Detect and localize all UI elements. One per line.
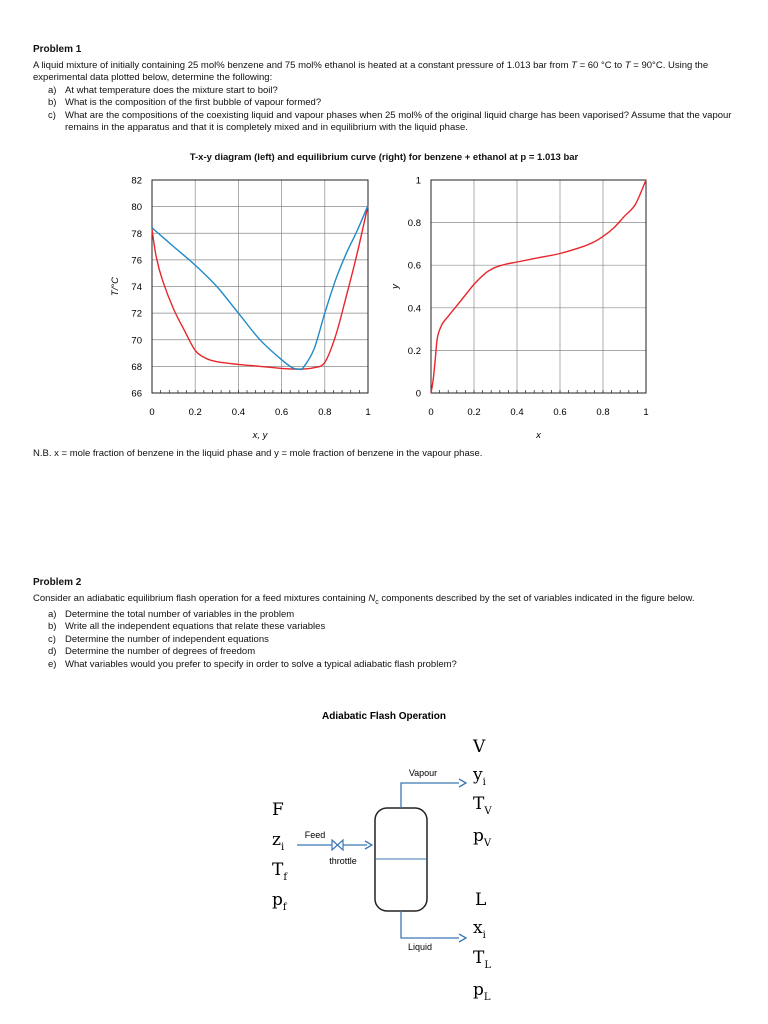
y-tick-label: 0.6 [407, 260, 421, 272]
series-line [152, 205, 368, 369]
problem2-question-a [48, 608, 743, 622]
x-tick-label: 0.6 [553, 407, 567, 418]
y-tick-label: 76 [131, 255, 142, 267]
x-tick-label: 0.4 [510, 407, 524, 418]
x-axis-label: x [536, 430, 541, 441]
throttle-label: throttle [329, 856, 357, 866]
problem1-intro-t1: T [571, 59, 577, 71]
problem1-intro [33, 60, 743, 85]
problem2-question-d [48, 646, 743, 659]
problem2-intro-n: N [368, 592, 376, 604]
feed-variables [272, 800, 288, 913]
problem2-intro-b: components described by the set of variables indicated in the figure below. [378, 592, 695, 604]
x-tick-label: 0.2 [467, 407, 481, 418]
question-text: At what temperature does the mixture start to boil? [65, 84, 278, 96]
plot-frame [431, 180, 646, 393]
problem1-title: Problem 1 [33, 44, 82, 55]
problem1-question-b [48, 97, 743, 110]
y-tick-label: 0.4 [407, 303, 421, 315]
y-axis-label: T/°C [110, 276, 121, 297]
x-tick-label: 0.6 [274, 407, 289, 418]
liquid-var-T: $T_L$ [473, 948, 491, 971]
problem2-block [33, 577, 743, 671]
question-label: b) [48, 97, 57, 108]
question-label: c) [48, 109, 56, 121]
x-tick-label: 0.8 [318, 407, 332, 418]
problem1-intro-t2: T [624, 59, 631, 71]
liquid-label: Liquid [407, 942, 433, 952]
question-text: What variables would you prefer to specify in order to solve a typical adiabatic flash problem? [65, 658, 457, 670]
liquid-var-p: $p_L$ [473, 980, 491, 1003]
txy-chart [110, 176, 371, 442]
y-tick-label: 70 [131, 335, 142, 347]
problem2-question-e [48, 658, 743, 672]
y-tick-label: 80 [131, 202, 142, 214]
series-line [431, 180, 646, 393]
y-tick-label: 66 [131, 388, 142, 400]
question-label: e) [48, 658, 57, 670]
y-tick-label: 1 [415, 175, 421, 187]
y-tick-label: 0.8 [407, 218, 421, 230]
problem1-block [33, 44, 743, 135]
problem1-intro-b: = 60 °C to [576, 59, 625, 71]
problem2-question-b [48, 621, 743, 634]
charts-figure [0, 166, 768, 466]
question-text: Write all the independent equations that relate these variables [65, 621, 326, 633]
problem1-question-list [33, 85, 743, 135]
x-tick-label: 0.8 [596, 407, 610, 418]
liquid-stream [401, 911, 459, 938]
vapour-var-y: $y_i$ [473, 765, 486, 788]
vapour-var-T: $T_V$ [473, 794, 492, 817]
flash-diagram-title: Adiabatic Flash Operation [322, 711, 446, 722]
feed-label: Feed [304, 830, 326, 840]
flash-diagram [0, 700, 768, 1020]
x-tick-label: 0.4 [231, 407, 246, 418]
feed-var-F: F [272, 800, 284, 820]
question-label: c) [48, 633, 56, 645]
question-text: Determine the total number of variables in the problem [65, 608, 295, 620]
y-axis-label: y [390, 284, 401, 289]
figure-note: N.B. x = mole fraction of benzene in the liquid phase and y = mole fraction of benzene in the vapour phase. [33, 448, 483, 459]
feed-var-z: $z_i$ [272, 830, 285, 853]
question-label: b) [48, 621, 57, 633]
vapour-var-p: $p_V$ [473, 826, 492, 849]
problem1-question-a [48, 84, 743, 98]
vapour-var-V: V [473, 737, 486, 757]
x-tick-label: 1 [365, 407, 371, 418]
question-text: What are the compositions of the coexisting liquid and vapour phases when 25 mol% of the original liquid charge has been vaporised? Assume that the vapour remains in the apparatus and that it is completely mixed and in equilibrium with the liquid phase. [65, 109, 732, 133]
y-tick-label: 0 [415, 388, 421, 400]
throttle-valve-icon [332, 840, 343, 850]
x-tick-label: 0.2 [188, 407, 202, 418]
x-tick-label: 0 [149, 407, 155, 418]
y-tick-label: 82 [131, 175, 142, 187]
problem2-intro-a: Consider an adiabatic equilibrium flash operation for a feed mixtures containing [33, 592, 369, 604]
problem2-intro-sub: c [375, 598, 379, 606]
problem2-title: Problem 2 [33, 577, 82, 588]
problem2-question-list [33, 609, 743, 672]
liquid-variables [473, 890, 491, 1003]
liquid-var-L: L [475, 890, 487, 910]
question-label: d) [48, 646, 57, 658]
question-text: Determine the number of degrees of freedom [65, 646, 256, 658]
problem2-intro [33, 593, 743, 609]
question-text: What is the composition of the first bubble of vapour formed? [65, 97, 322, 108]
vapour-label: Vapour [408, 768, 438, 778]
y-tick-label: 0.2 [407, 345, 421, 357]
feed-var-p: $p_f$ [272, 890, 287, 913]
y-tick-label: 78 [131, 228, 142, 240]
liquid-var-x: $x_i$ [473, 918, 486, 941]
x-tick-label: 1 [643, 407, 649, 418]
series-line [152, 205, 368, 369]
question-text: Determine the number of independent equations [65, 633, 269, 645]
x-axis-label: x, y [252, 430, 268, 441]
vapour-arrow-icon [459, 779, 466, 787]
problem1-question-c [48, 109, 743, 135]
y-tick-label: 74 [131, 282, 142, 293]
problem1-intro-a: A liquid mixture of initially containing 25 mol% benzene and 75 mol% ethanol is heated at a constant pressure of 1.013 bar from [33, 59, 572, 71]
question-label: a) [48, 608, 57, 620]
y-tick-label: 68 [131, 361, 142, 373]
vapour-variables [472, 737, 492, 849]
y-tick-label: 72 [131, 308, 142, 320]
problem2-question-c [48, 633, 743, 647]
equilibrium-chart [390, 176, 649, 442]
question-label: a) [48, 84, 57, 96]
feed-var-T: $T_f$ [272, 860, 288, 883]
liquid-arrow-icon [459, 934, 466, 942]
figure-title: T-x-y diagram (left) and equilibrium curve (right) for benzene + ethanol at p = 1.013 bar [189, 152, 579, 163]
vapour-stream [401, 783, 459, 808]
x-tick-label: 0 [428, 407, 434, 418]
problem1-intro-c: = 90°C. Using the experimental data plotted below, determine the following: [33, 59, 709, 83]
